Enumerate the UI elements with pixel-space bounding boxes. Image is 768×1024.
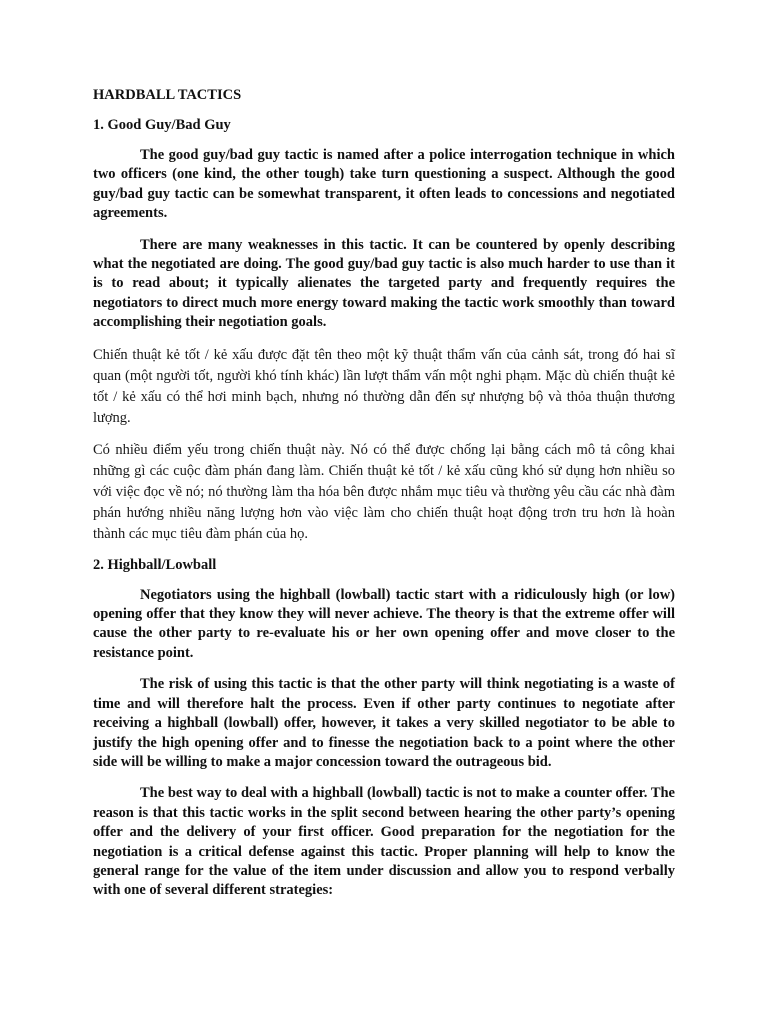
section-heading-good-guy-bad-guy: 1. Good Guy/Bad Guy	[93, 117, 231, 133]
paragraph-vietnamese-intro: Chiến thuật kẻ tốt / kẻ xấu được đặt tên theo một kỹ thuật thẩm vấn của cảnh sát, trong đó hai sĩ quan (một người tốt, người khó tính khác) lần lượt thẩm vấn một nghi phạm. Mặc dù chiến thuật kẻ tốt / kẻ xấu có thể hơi minh bạch, nhưng nó thường dẫn đến sự nhượng bộ và thỏa thuận thương lượng.	[93, 346, 675, 426]
paragraph-highball-intro: Negotiators using the highball (lowball) tactic start with a ridiculously high (or low) opening offer that they know they will never achieve. The theory is that the extreme offer will cause the other party to re-evaluate his or her own opening offer and move closer to the resistance point.	[93, 586, 675, 661]
paragraph-good-guy-intro: The good guy/bad guy tactic is named after a police interrogation technique in which two officers (one kind, the other tough) take turn questioning a suspect. Although the good guy/bad guy tactic can be somewhat transparent, it often leads to concessions and negotiated agreements.	[93, 147, 675, 222]
paragraph-highball-risk: The risk of using this tactic is that the other party will think negotiating is a waste of time and will therefore halt the process. Even if other party continues to negotiate after receiving a highball (lowball) offer, however, it takes a very skilled negotiator to be able to justify the high opening offer and to finesse the negotiation back to a point where the other side will be willing to make a major concession toward the outrageous bid.	[93, 676, 675, 770]
document-page	[93, 86, 675, 913]
paragraph-highball-response: The best way to deal with a highball (lowball) tactic is not to make a counter offer. The reason is that this tactic works in the split second between hearing the other party’s opening offer and the delivery of your first officer. Good preparation for the negotiation for the negotiation is a critical defense against this tactic. Proper planning will help to know the general range for the value of the item under discussion and allow you to respond verbally with one of several different strategies:	[93, 785, 675, 899]
paragraph-vietnamese-weaknesses: Có nhiều điểm yếu trong chiến thuật này. Nó có thể được chống lại bằng cách mô tả công khai những gì các cuộc đàm phán đang làm. Chiến thuật kẻ tốt / kẻ xấu cũng khó sử dụng hơn nhiều so với việc đọc về nó; nó thường làm tha hóa bên được nhắm mục tiêu và thường yêu cầu các nhà đàm phán hướng nhiều năng lượng hơn vào việc làm cho chiến thuật hoạt động trơn tru hơn là hoàn thành các mục tiêu đàm phán của họ.	[93, 441, 675, 542]
document-title: HARDBALL TACTICS	[93, 87, 242, 103]
section-heading-highball-lowball: 2. Highball/Lowball	[93, 556, 217, 573]
paragraph-good-guy-weaknesses: There are many weaknesses in this tactic. It can be countered by openly describing what the negotiated are doing. The good guy/bad guy tactic is also much harder to use than it is to read about; it typically alienates the targeted party and frequently requires the negotiators to direct much more energy toward making the tactic work smoothly than toward accomplishing their negotiation goals.	[93, 236, 675, 331]
